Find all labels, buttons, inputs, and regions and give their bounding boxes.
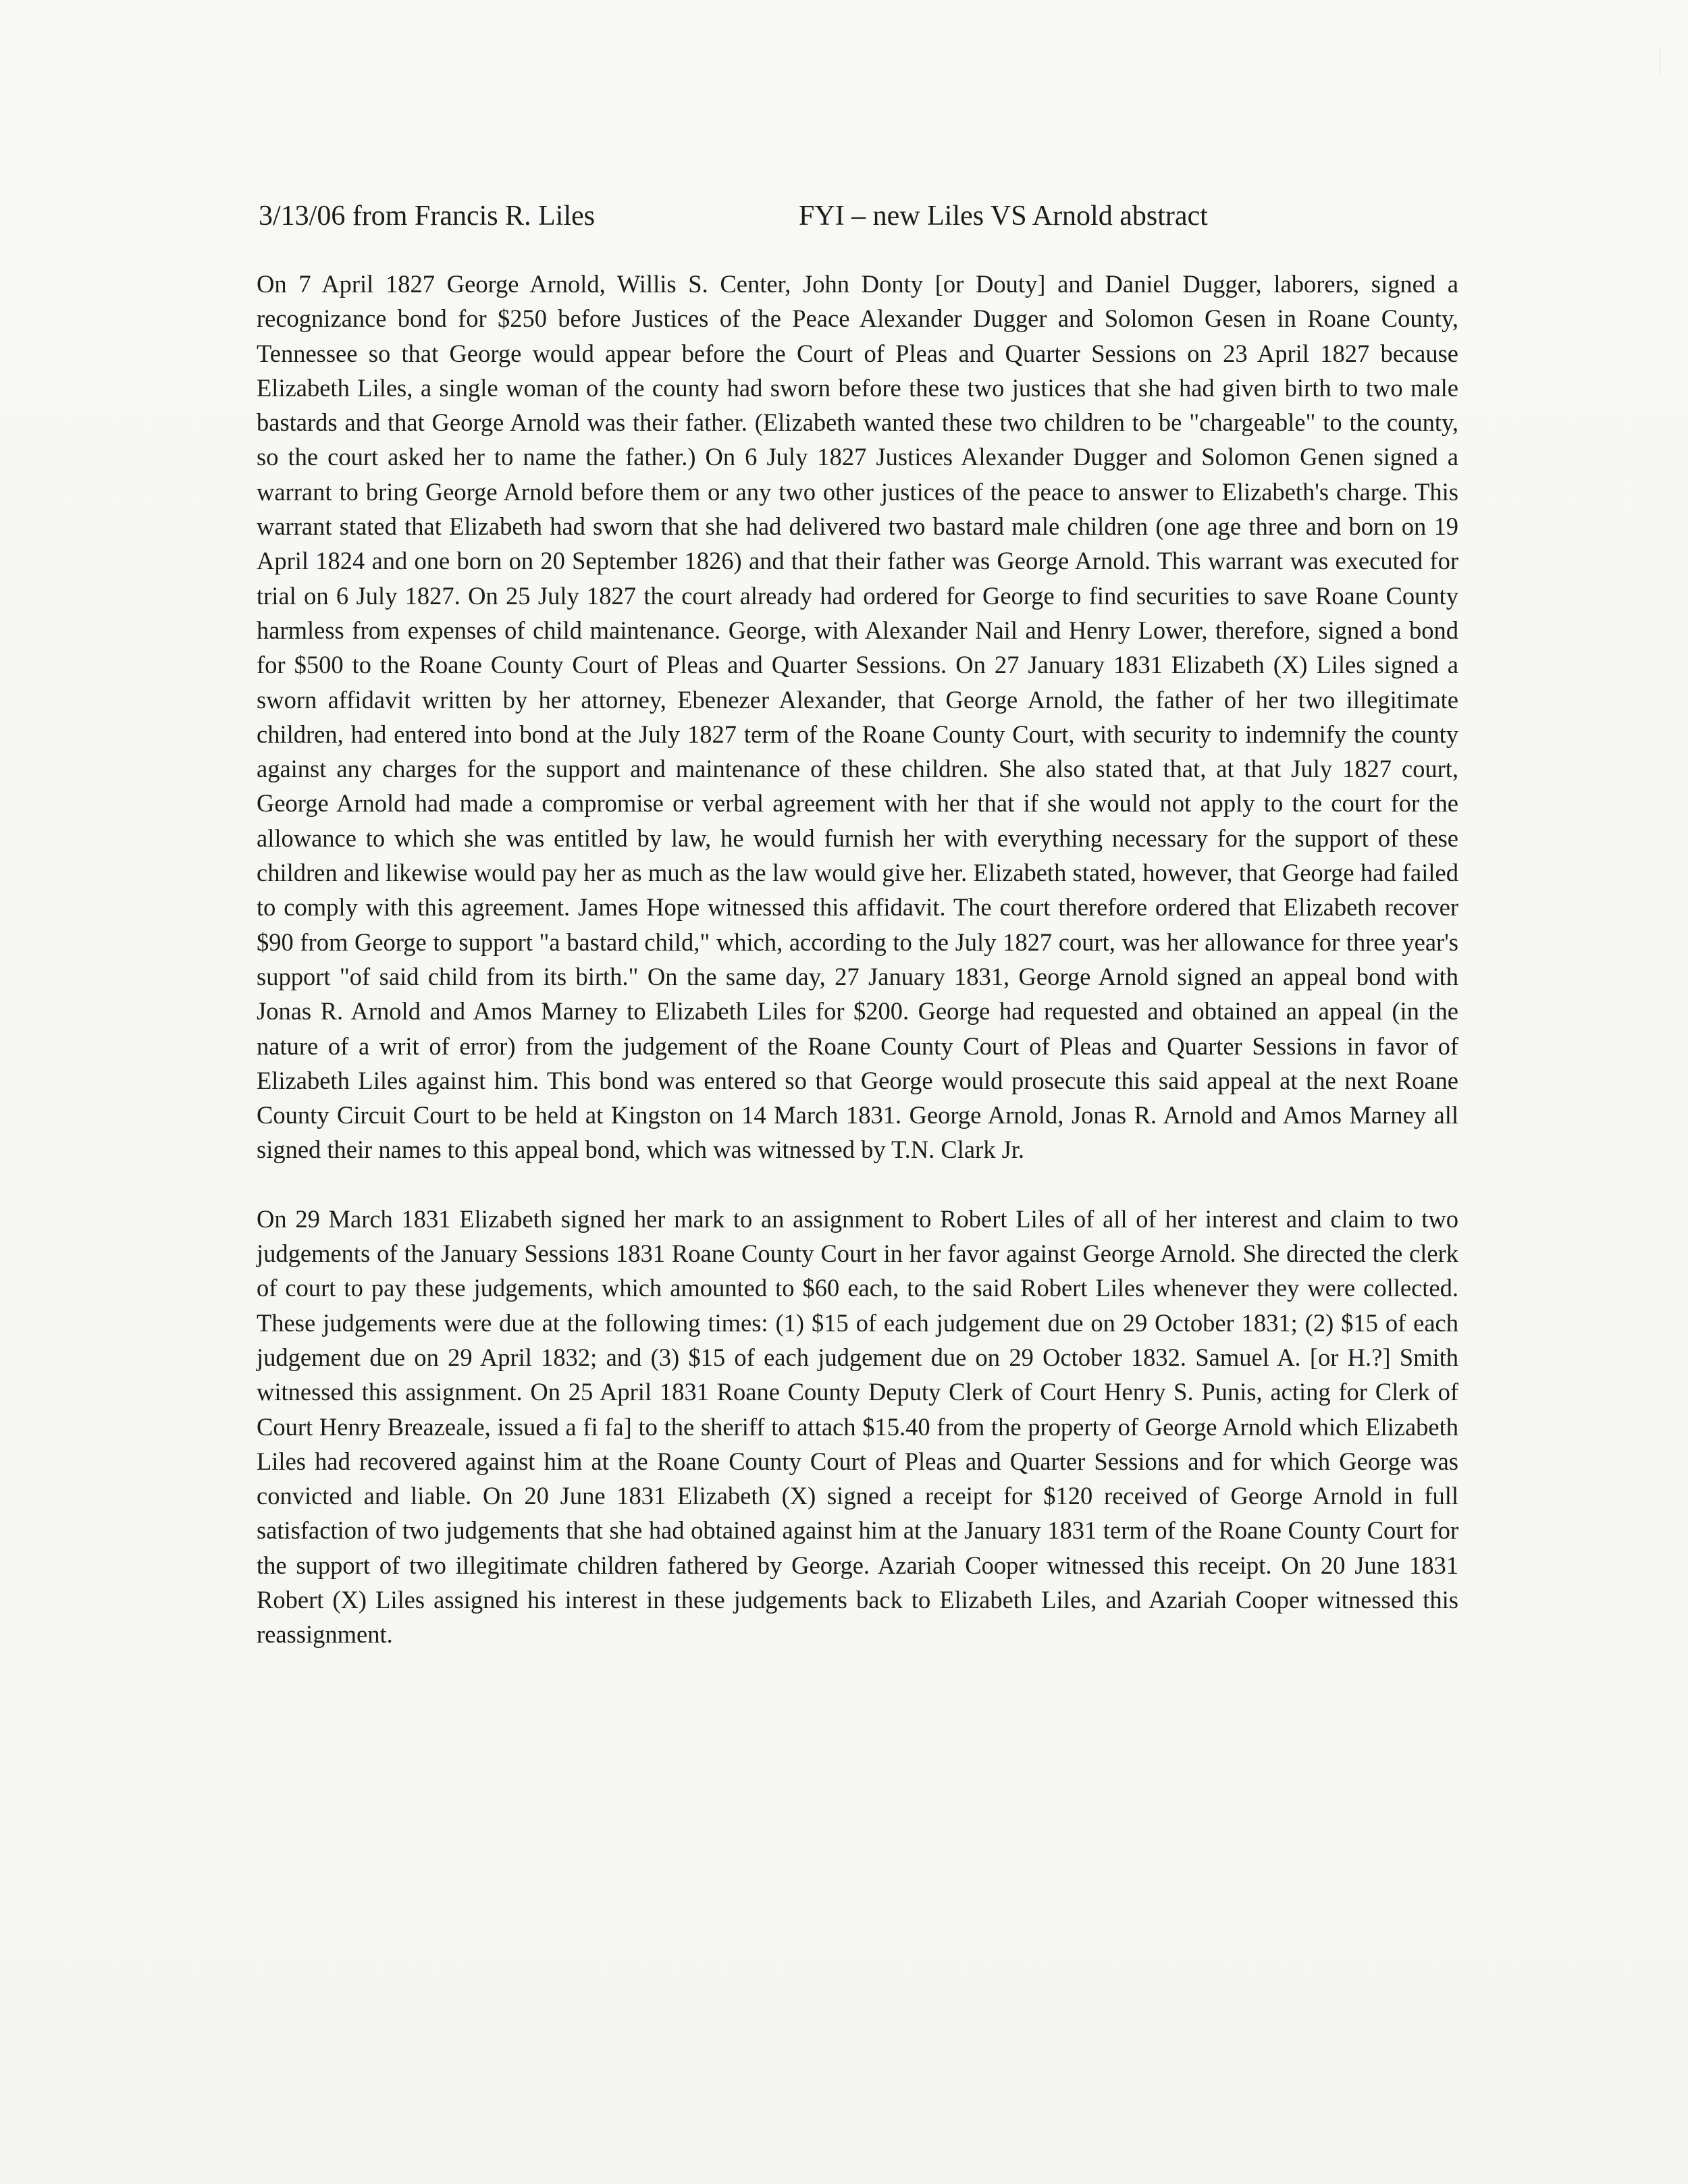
paragraph-1: On 7 April 1827 George Arnold, Willis S. Center, John Donty [or Douty] and Daniel Dugger, laborers, signed a recognizance bond for $250 before Justices of the Peace Alexander Dugger and Solomon Gesen in Roane County, Tennessee so that George would appear before the Court of Pleas and Quarter Sessions on 23 April 1827 because Elizabeth Liles, a single woman of the county had sworn before these two justices that she had given birth to two male bastards and that George Arnold was their father. (Elizabeth wanted these two children to be "chargeable" to the county, so the court asked her to name the father.) On 6 July 1827 Justices Alexander Dugger and Solomon Genen signed a warrant to bring George Arnold before them or any two other justices of the peace to answer to Elizabeth's charge. This warrant stated that Elizabeth had sworn that she had delivered two bastard male children (one age three and born on 19 April 1824 and one born on 20 September 1826) and that their father was George Arnold. This warrant was executed for trial on 6 July 1827. On 25 July 1827 the court already had ordered for George to find securities to save Roane County harmless from expenses of child maintenance. George, with Alexander Nail and Henry Lower, therefore, signed a bond for $500 to the Roane County Court of Pleas and Quarter Sessions. On 27 January 1831 Elizabeth (X) Liles signed a sworn affidavit written by her attorney, Ebenezer Alexander, that George Arnold, the father of her two illegitimate children, had entered into bond at the July 1827 term of the Roane County Court, with security to indemnify the county against any charges for the support and maintenance of these children. She also stated that, at that July 1827 court, George Arnold had made a compromise or verbal agreement with her that if she would not apply to the court for the allowance to which she was entitled by law, he would furnish her with everything necessary for the support of these children and likewise would pay her as much as the law would give her. Elizabeth stated, however, that George had failed to comply with this agreement. James Hope witnessed this affidavit. The court therefore ordered that Elizabeth recover $90 from George to support "a bastard child," which, according to the July 1827 court, was her allowance for three year's support "of said child from its birth." On the same day, 27 January 1831, George Arnold signed an appeal bond with Jonas R. Arnold and Amos Marney to Elizabeth Liles for $200. George had requested and obtained an appeal (in the nature of a writ of error) from the judgement of the Roane County Court of Pleas and Quarter Sessions in favor of Elizabeth Liles against him. This bond was entered so that George would prosecute this said appeal at the next Roane County Circuit Court to be held at Kingston on 14 March 1831. George Arnold, Jonas R. Arnold and Amos Marney all signed their names to this appeal bond, which was witnessed by T.N. Clark Jr.: [257, 270, 1458, 1164]
header-subject: FYI – new Liles VS Arnold abstract: [799, 201, 1208, 232]
document-header: [259, 196, 1447, 236]
paragraph-2: On 29 March 1831 Elizabeth signed her mark to an assignment to Robert Liles of all of her interest and claim to two judgements of the January Sessions 1831 Roane County Court in her favor against George Arnold. She directed the clerk of court to pay these judgements, which amounted to $60 each, to the said Robert Liles whenever they were collected. These judgements were due at the following times: (1) $15 of each judgement due on 29 October 1831; (2) $15 of each judgement due on 29 April 1832; and (3) $15 of each judgement due on 29 October 1832. Samuel A. [or H.?] Smith witnessed this assignment. On 25 April 1831 Roane County Deputy Clerk of Court Henry S. Punis, acting for Clerk of Court Henry Breazeale, issued a fi fa] to the sheriff to attach $15.40 from the property of George Arnold which Elizabeth Liles had recovered against him at the Roane County Court of Pleas and Quarter Sessions and for which George was convicted and liable. On 20 June 1831 Elizabeth (X) signed a receipt for $120 received of George Arnold in full satisfaction of two judgements that she had obtained against him at the January 1831 term of the Roane County Court for the support of two illegitimate children fathered by George. Azariah Cooper witnessed this receipt. On 20 June 1831 Robert (X) Liles assigned his interest in these judgements back to Elizabeth Liles, and Azariah Cooper witnessed this reassignment.: [257, 1204, 1458, 1649]
abstract-body: [257, 267, 1458, 1652]
header-date-source: 3/13/06 from Francis R. Liles: [259, 201, 596, 232]
scan-artifact: [1646, 47, 1661, 74]
